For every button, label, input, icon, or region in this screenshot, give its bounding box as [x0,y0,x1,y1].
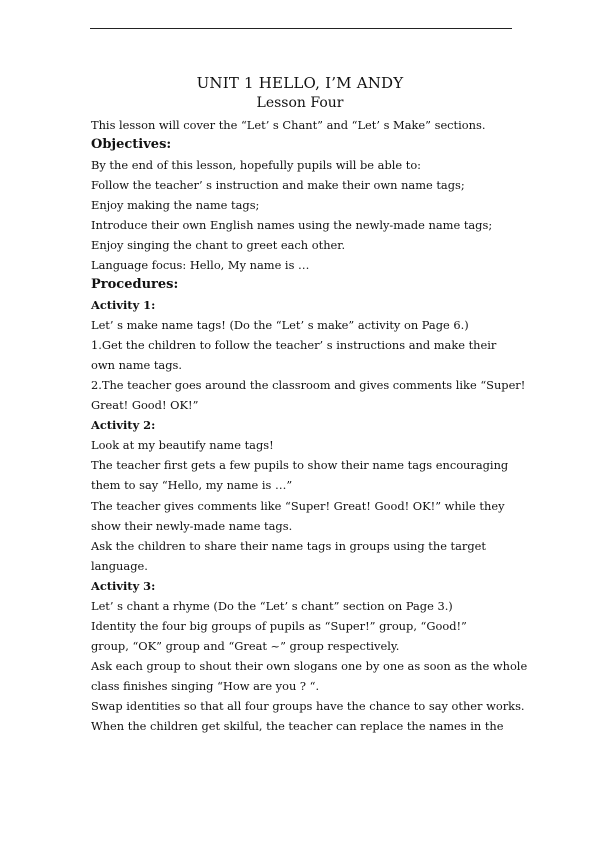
activity-3-line: Identity the four big groups of pupils as “Super!” group, “Good!” [91,619,467,633]
activity-1-line: Let’ s make name tags! (Do the “Let’ s make” activity on Page 6.) [91,318,469,332]
activity-1-line: own name tags. [91,358,182,372]
activity-1-label: Activity 1: [91,298,156,312]
activity-1-line: 1.Get the children to follow the teacher’ s instructions and make their [91,338,497,352]
intro-text: This lesson will cover the “Let’ s Chant” and “Let’ s Make” sections. [91,118,486,132]
objective-line: Enjoy singing the chant to greet each other. [91,238,346,252]
activity-2-line: The teacher first gets a few pupils to show their name tags encouraging [91,458,509,472]
objective-line: By the end of this lesson, hopefully pupils will be able to: [91,158,422,172]
activity-1-line: 2.The teacher goes around the classroom and gives comments like “Super! [91,378,526,392]
procedures-heading: Procedures: [91,277,179,292]
activity-3-line: Let’ s chant a rhyme (Do the “Let’ s chant” section on Page 3.) [91,599,453,613]
document-title: UNIT 1 HELLO, I’M ANDY [196,74,404,92]
activity-3-label: Activity 3: [91,579,156,593]
header-rule [90,28,512,29]
activity-2-line: Ask the children to share their name tags in groups using the target [91,539,486,553]
language-focus: Language focus: Hello, My name is … [91,258,310,272]
lesson-subtitle: Lesson Four [256,95,344,111]
activity-2-line: them to say “Hello, my name is …” [91,478,293,492]
activity-3-line: Ask each group to shout their own slogans one by one as soon as the whole [91,659,528,673]
activity-3-line: When the children get skilful, the teacher can replace the names in the [91,719,504,733]
activity-3-line: class finishes singing “How are you ? “. [91,679,320,693]
activity-2-line: language. [91,559,148,573]
objectives-heading: Objectives: [91,137,172,152]
activity-3-line: Swap identities so that all four groups have the chance to say other works. [91,699,525,713]
activity-2-label: Activity 2: [91,418,156,432]
activity-2-line: show their newly-made name tags. [91,519,293,533]
activity-3-line: group, “OK” group and “Great ~” group respectively. [91,639,400,653]
activity-2-line: Look at my beautify name tags! [91,438,274,452]
objective-line: Enjoy making the name tags; [91,198,260,212]
objective-line: Introduce their own English names using the newly-made name tags; [91,218,493,232]
objective-line: Follow the teacher’ s instruction and make their own name tags; [91,178,465,192]
activity-2-line: The teacher gives comments like “Super! Great! Good! OK!” while they [91,499,505,513]
activity-1-line: Great! Good! OK!” [91,398,199,412]
